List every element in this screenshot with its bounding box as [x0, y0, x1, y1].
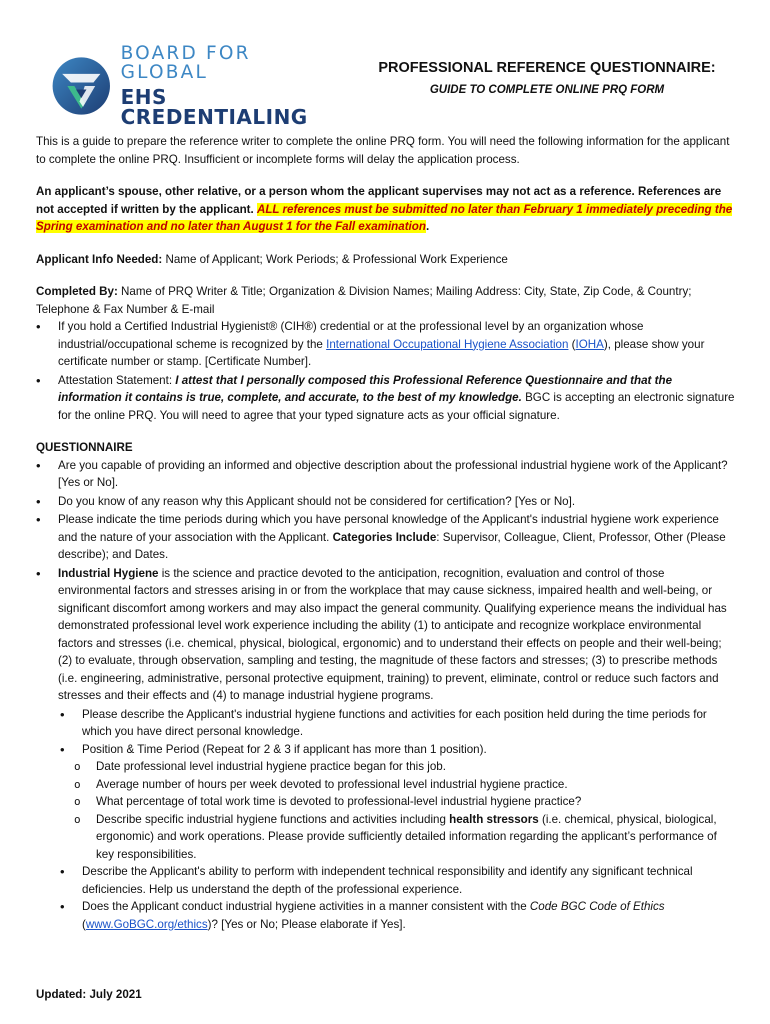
document-body — [36, 133, 736, 933]
page-title: PROFESSIONAL REFERENCE QUESTIONNAIRE: — [378, 60, 716, 76]
o4-text: Describe specific industrial hygiene functions and activities including — [96, 812, 450, 826]
attestation-label: Attestation Statement: — [58, 373, 176, 387]
eligibility-text: An applicant’s spouse, other relative, or a person whom the applicant supervises may not act as a reference. References are not accepted if written by the applicant. — [36, 185, 722, 216]
position-sublist — [76, 758, 736, 863]
logo-line-1: BOARD FOR GLOBAL — [120, 43, 251, 83]
list-item: o Date professional level industrial hygiene practice began for this job. — [76, 758, 736, 776]
completed-by-list — [36, 318, 736, 424]
list-item — [36, 372, 736, 425]
cih-text: If you hold a Certified Industrial Hygienist® (CIH®) credential or at the professional level by an organization whose industrial/occupational scheme is recognized by the — [58, 320, 644, 351]
page-subtitle: GUIDE TO COMPLETE ONLINE PRQ FORM — [429, 84, 665, 96]
ethics-code-title: Code BGC Code of Ethics — [529, 900, 665, 913]
list-item — [36, 511, 736, 564]
eligibility-period: . — [425, 220, 430, 233]
list-item — [36, 318, 736, 371]
questionnaire-sublist — [36, 706, 736, 934]
attestation-statement: I attest that I personally composed this Professional Reference Questionnaire and that the information it contains is true, complete, and accurate, to the best of my knowledge. — [58, 373, 673, 404]
applicant-info-text: Name of Applicant; Work Periods; & Professional Work Experience — [162, 252, 508, 266]
paren-open-2: ( — [82, 917, 86, 931]
intro-paragraph: This is a guide to prepare the reference writer to complete the online PRQ form. You will need the following information for the applicant to complete the online PRQ. Insufficient or incomplete forms will delay the application process. — [36, 135, 730, 166]
ioha-abbr-link[interactable]: IOHA — [575, 337, 604, 351]
completed-by-section — [36, 283, 736, 424]
completed-by-label: Completed By: — [36, 285, 118, 298]
updated-date: Updated: July 2021 — [36, 988, 142, 1001]
paren-open: ( — [568, 337, 576, 351]
ethics-link[interactable]: www.GoBGC.org/ethics — [85, 917, 208, 931]
list-item — [58, 741, 736, 864]
ethics-text-end: )? [Yes or No; Please elaborate if Yes]. — [207, 917, 406, 931]
eligibility-paragraph — [36, 183, 736, 236]
signature-text: BGC is accepting an electronic signature for the online PRQ. You will need to agree that your typed signature acts as your official signature. — [58, 391, 735, 422]
certificate-text: ), please show your certificate number or stamp. [Certificate Number]. — [58, 337, 705, 368]
questionnaire-list — [36, 457, 736, 705]
bgc-shield-icon — [50, 50, 113, 122]
list-item: • Please describe the Applicant's industrial hygiene functions and activities for each position held during the time periods for which you have direct personal knowledge. — [58, 706, 736, 741]
categories-text: : Supervisor, Colleague, Client, Professor, Other (Please describe); and Dates. — [58, 530, 726, 561]
ethics-text: Does the Applicant conduct industrial hygiene activities in a manner consistent with the — [82, 900, 530, 913]
industrial-hygiene-label: Industrial Hygiene — [58, 566, 159, 580]
questionnaire-heading: QUESTIONNAIRE — [36, 441, 133, 454]
list-item: • Do you know of any reason why this Applicant should not be considered for certification? [Yes or No]. — [36, 493, 736, 511]
completed-by-paragraph — [36, 283, 736, 318]
list-item: o Average number of hours per week devoted to professional level industrial hygiene practice. — [76, 776, 736, 794]
list-item — [36, 565, 736, 705]
o4-text-b: (i.e. chemical, physical, biological, ergonomic) and work operations. Please provide sufficiently detailed information regarding the applicant’s performance of key responsibilities. — [96, 812, 717, 861]
position-text: Position & Time Period (Repeat for 2 & 3 if applicant has more than 1 position). — [82, 742, 487, 756]
logo-line-2: EHS CREDENTIALING — [120, 85, 308, 129]
applicant-info-paragraph — [36, 251, 736, 269]
list-item — [76, 811, 736, 864]
list-item — [58, 898, 736, 933]
bgc-logo — [50, 43, 330, 129]
q3-text: Please indicate the time periods during which you have personal knowledge of the Applicant's industrial hygiene work experience and the nature of your association with the Applicant. — [58, 513, 719, 544]
questionnaire-section — [36, 439, 736, 933]
completed-by-text: Name of PRQ Writer & Title; Organization & Division Names; Mailing Address: City, State, Zip Code, & Country; Telephone & Fax Number & E-mail — [36, 285, 692, 316]
title-block — [362, 60, 732, 96]
list-item: • Describe the Applicant's ability to perform with independent technical responsibility and identify any significant technical deficiencies. Help us understand the depth of the professional experience. — [58, 863, 736, 898]
ioha-link[interactable]: International Occupational Hygiene Association — [326, 337, 569, 351]
deadline-highlight: ALL references must be submitted no later than February 1 immediately preceding the Spring examination and no later than August 1 for the Fall examination — [36, 202, 733, 233]
health-stressors-label: health stressors — [449, 812, 539, 826]
categories-label: Categories Include — [332, 530, 437, 544]
applicant-info-label: Applicant Info Needed: — [36, 252, 163, 266]
list-item: • Are you capable of providing an informed and objective description about the professional industrial hygiene work of the Applicant? [Yes or No]. — [36, 457, 736, 492]
industrial-hygiene-definition: is the science and practice devoted to the anticipation, recognition, evaluation and control of those environmental factors and stresses arising in or from the workplace that may cause sickness, impaired health and well-being, or significant discomfort among workers and may also impact the general community. Qualifying experience means the individual has demonstrated professional level work experience including the ability (1) to anticipate and recognize workplace environmental factors and stresses (i.e. chemical, physical, biological, ergonomic) and to understand their effects on people and their well-being; (2) to evaluate, through observation, sampling and testing, the magnitude of these factors and stresses; (3) to prescribe methods (i.e. engineering, administrative, personal protective equipment, training) to prevent, eliminate, control or reduce such factors and stresses and their effects and (4) to manage industrial hygiene programs. — [58, 566, 727, 702]
list-item: o What percentage of total work time is devoted to professional-level industrial hygiene practice? — [76, 793, 736, 811]
